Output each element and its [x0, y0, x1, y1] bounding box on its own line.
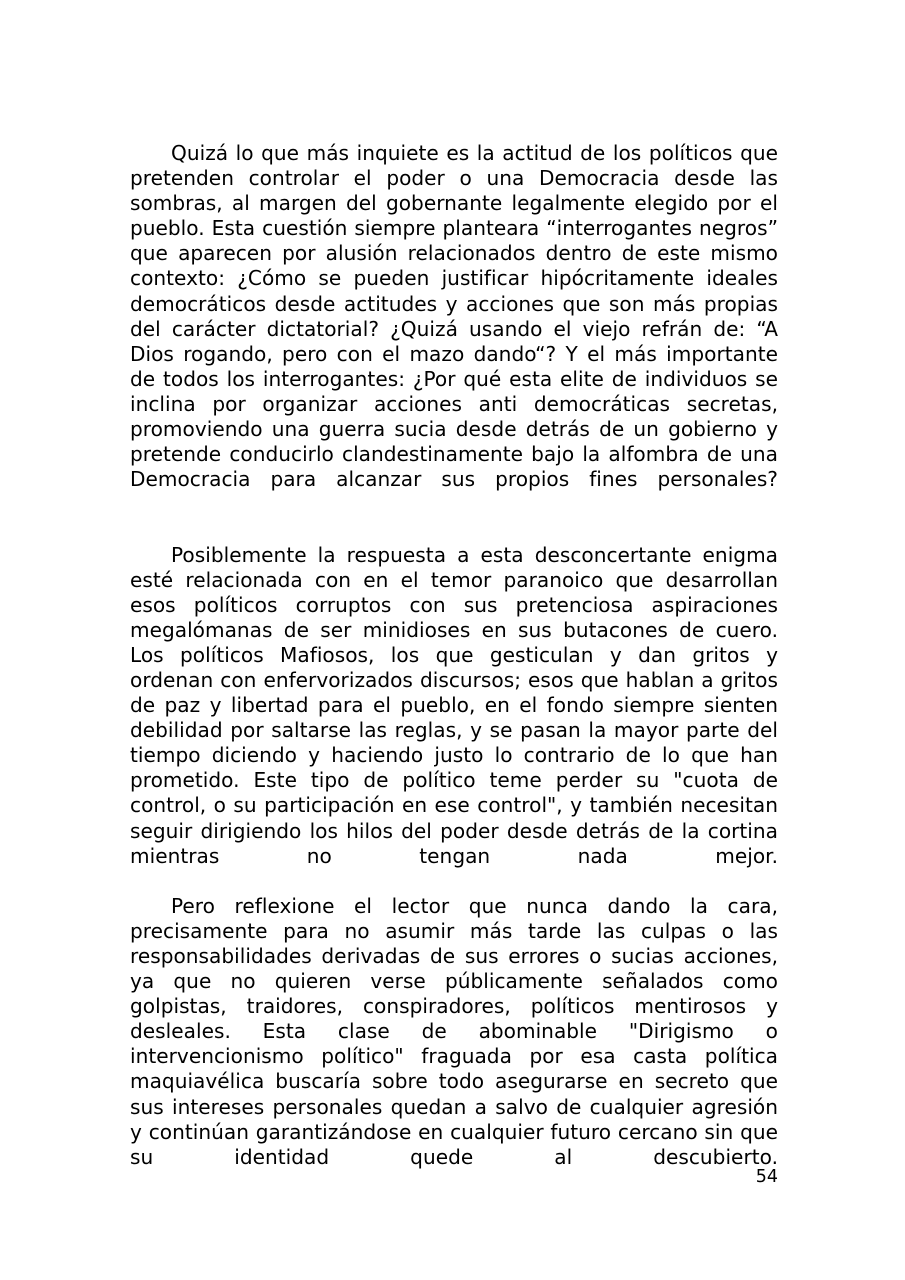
paragraph-1: Quizá lo que más inquiete es la actitud de los políticos que pretenden controlar el poder o una Democracia desde las sombras, al margen del gobernante legalmente elegido por el pueblo. Esta cuestión siempre planteara “interrogantes negros” que aparecen por alusión relacionados dentro de este mismo contexto: ¿Cómo se pueden justificar hipócritamente ideales democráticos desde actitudes y acciones que son más propias del carácter dictatorial? ¿Quizá usando el viejo refrán de: “A Dios rogando, pero con el mazo dando“? Y el más importante de todos los interrogantes: ¿Por qué esta elite de individuos se inclina por organizar acciones anti democráticas secretas, promoviendo una guerra sucia desde detrás de un gobierno y pretende conducirlo clandestinamente bajo la alfombra de una Democracia para alcanzar sus propios fines personales?: [130, 141, 778, 492]
page-number: 54: [755, 1167, 778, 1187]
paragraph-3: Pero reflexione el lector que nunca dando la cara, precisamente para no asumir más tarde las culpas o las responsabilidades derivadas de sus errores o sucias acciones, ya que no quieren verse públicamente señalados como golpistas, traidores, conspiradores, políticos mentirosos y desleales. Esta clase de abominable "Dirigismo o intervencionismo político" fraguada por esa casta política maquiavélica buscaría sobre todo asegurarse en secreto que sus intereses personales quedan a salvo de cualquier agresión y continúan garantizándose en cualquier futuro cercano sin que su identidad quede al descubierto.: [130, 893, 778, 1169]
paragraph-2: Posiblemente la respuesta a esta desconcertante enigma esté relacionada con en el temor paranoico que desarrollan esos políticos corruptos con sus pretenciosa aspiraciones megalómanas de ser minidioses en sus butacones de cuero. Los políticos Mafiosos, los que gesticulan y dan gritos y ordenan con enfervorizados discursos; esos que hablan a gritos de paz y libertad para el pueblo, en el fondo siempre sienten debilidad por saltarse las reglas, y se pasan la mayor parte del tiempo diciendo y haciendo justo lo contrario de lo que han prometido. Este tipo de político teme perder su "cuota de control, o su participación en ese control", y también necesitan seguir dirigiendo los hilos del poder desde detrás de la cortina mientras no tengan nada mejor.: [130, 542, 778, 868]
page-body-text: [130, 141, 778, 1195]
